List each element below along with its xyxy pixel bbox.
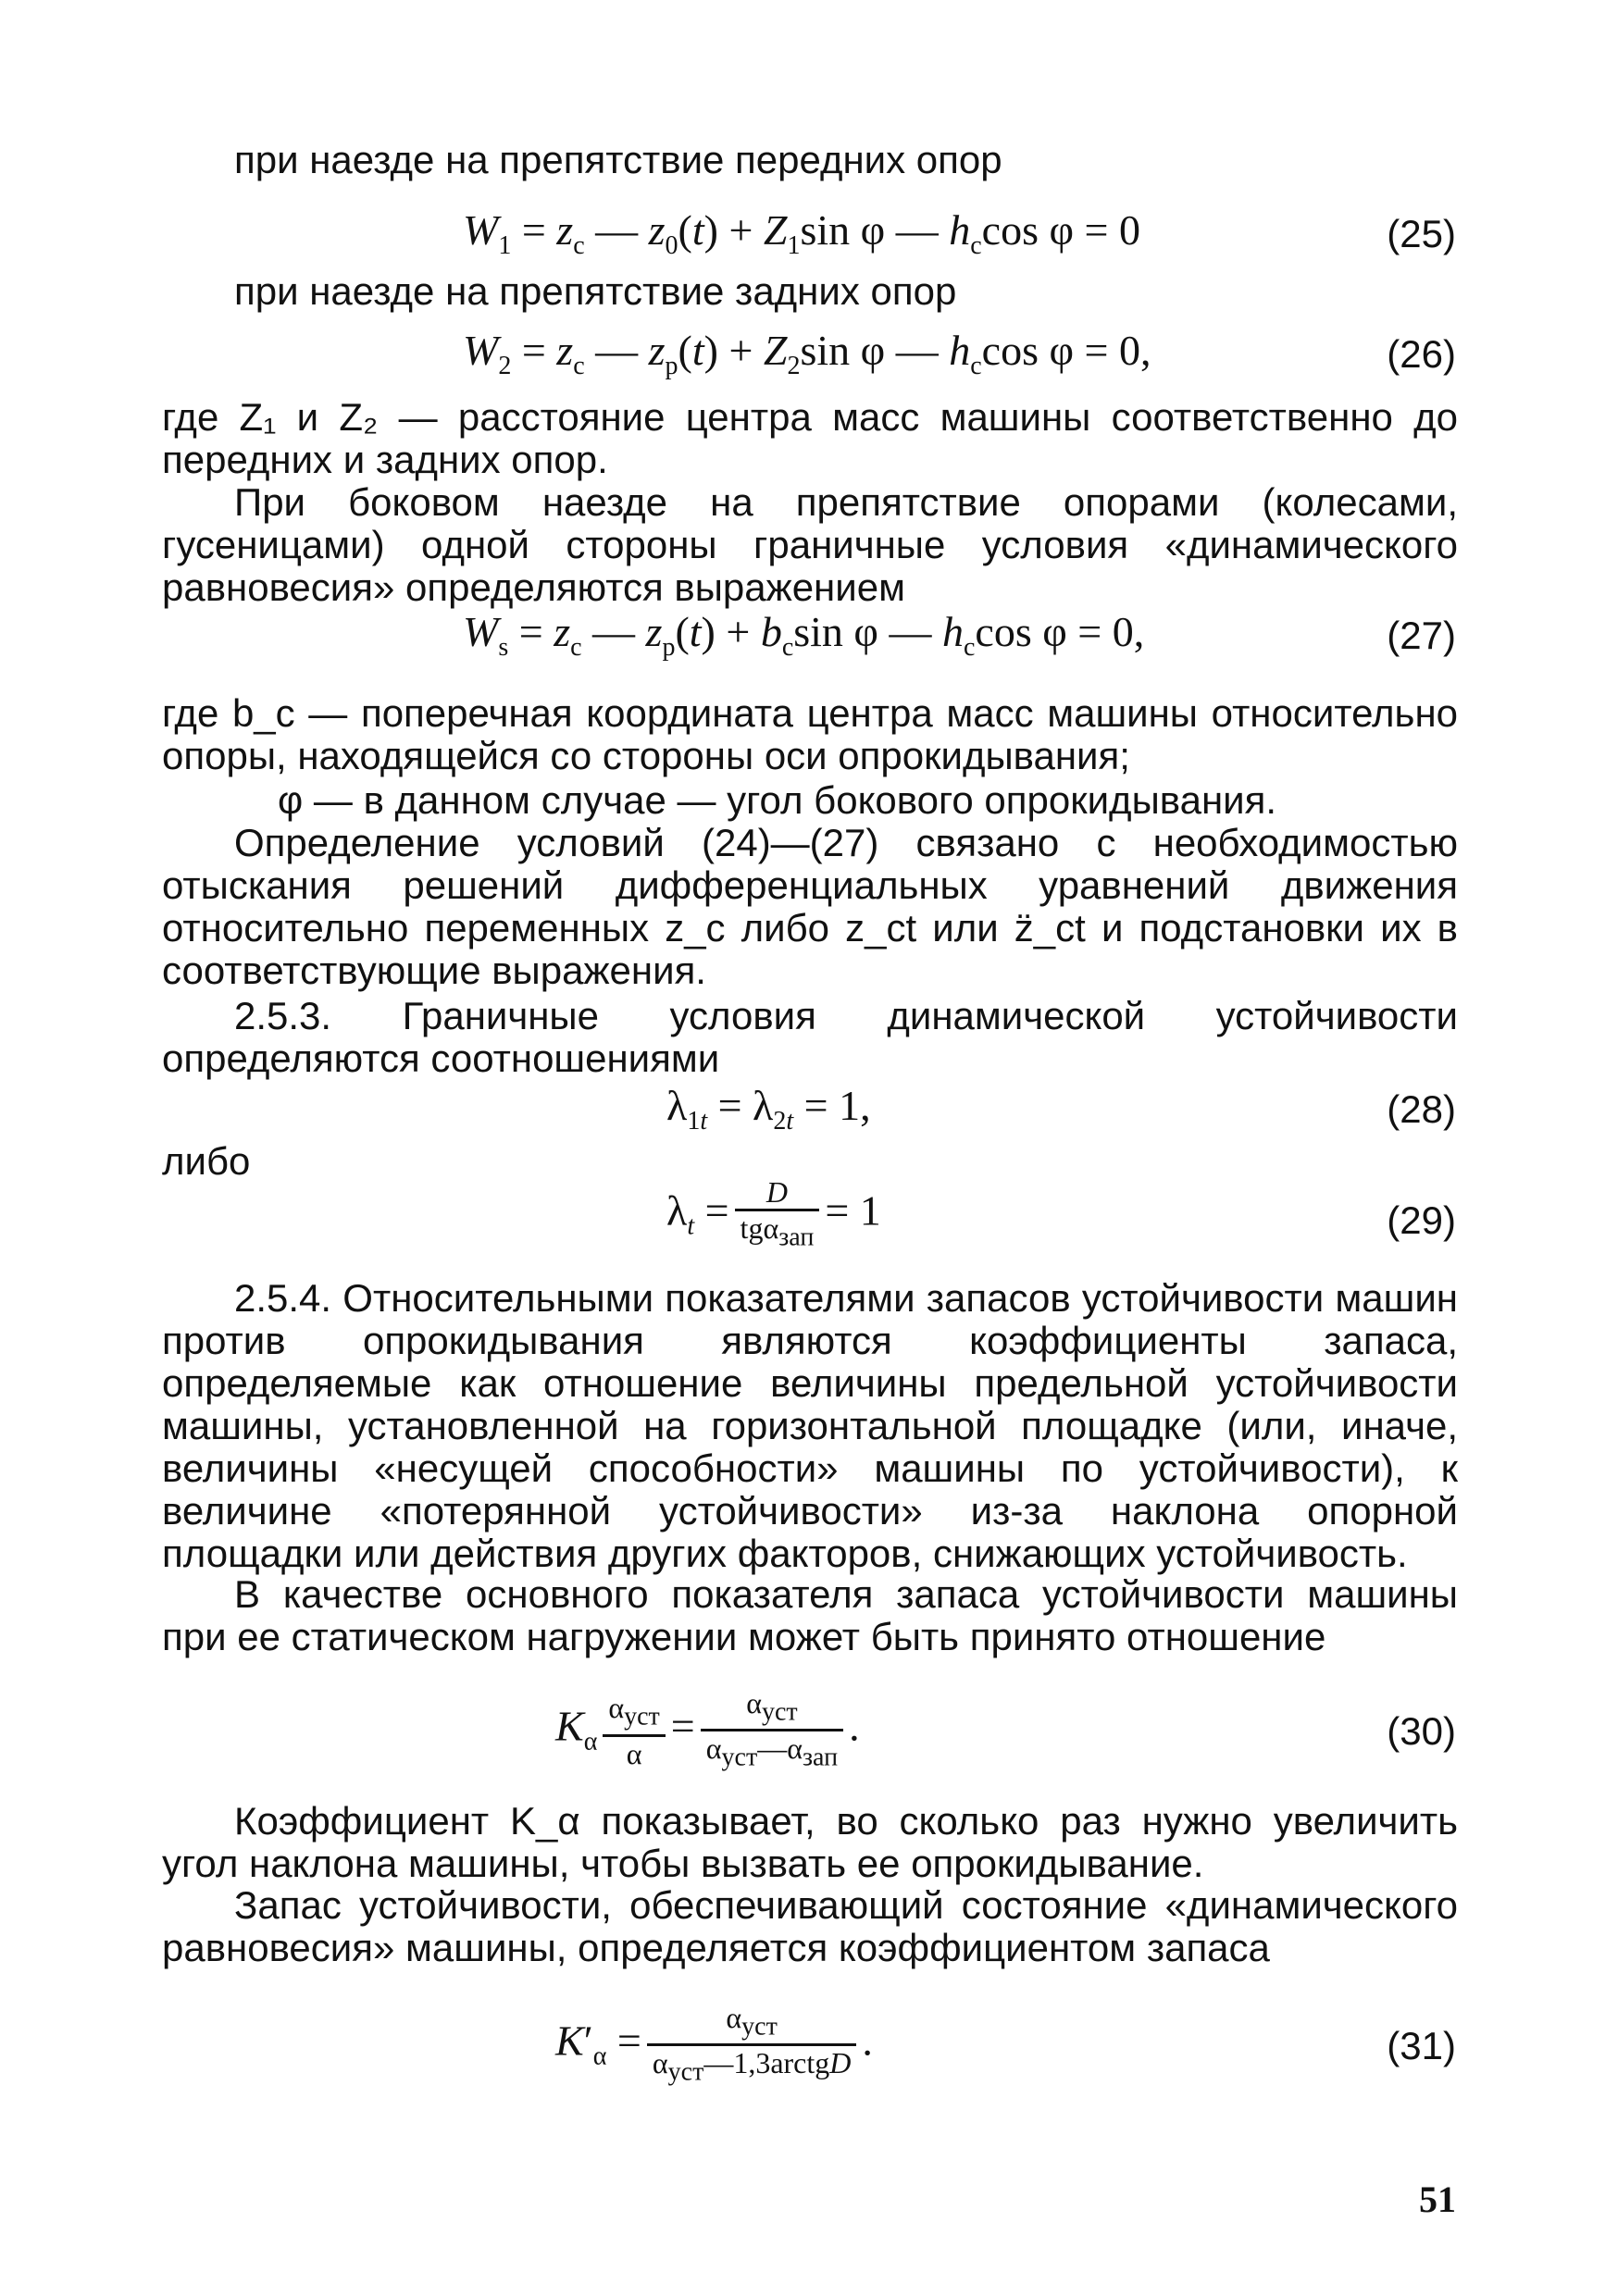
equation-28: $\lambda_{1t} = \lambda_{2t} = 1$, (666, 1082, 871, 1136)
equation-26: $W_2 = z_c$ — $z_p(t) + Z_2\sin$ φ — $h_c\cos$ φ = 0, (463, 327, 1151, 381)
equation-number-26: (26) (1387, 332, 1456, 376)
determination-paragraph: Определение условий (24)—(27) связано с необходимостью отыскания решений дифференциальных уравнений движения относительно переменных z_c либо z_ct или z̈_ct и подстановки их в соответствующие выражения. (162, 821, 1458, 992)
section-2-5-4-paragraph: 2.5.4. Относительными показателями запасов устойчивости машин против опрокидывания являются коэффициенты запаса, определяемые как отношение величины предельной устойчивости машины, установленной на горизонтальной площадке (или, иначе, величины «несущей способности» машины по устойчивости), к величине «потерянной устойчивости» из-за наклона опорной площадки или действия других факторов, снижающих устойчивость. (162, 1276, 1458, 1575)
definition-z-text: где Z₁ и Z₂ — расстояние центра масс машины соответственно до передних и задних опор. (162, 395, 1458, 481)
equation-number-27: (27) (1387, 614, 1456, 657)
equation-number-28: (28) (1387, 1087, 1456, 1131)
equation-25: $W_1 = z_c$ — $z_0(t) + Z_1\sin$ φ — $h_c\cos$ φ = 0 (463, 206, 1140, 261)
main-indicator-paragraph: В качестве основного показателя запаса устойчивости машины при ее статическом нагружении может быть принято отношение (162, 1572, 1458, 1658)
side-impact-paragraph: При боковом наезде на препятствие опорами (колесами, гусеницами) одной стороны граничные условия «динамического равновесия» определяются выражением (162, 480, 1458, 609)
libo-text: либо (162, 1139, 251, 1183)
equation-31: $K'_\alpha$ = $\frac{\alpha_{уст}}{\alpha_{уст}—1,3arctgD}$ . (555, 2001, 873, 2090)
equation-number-25: (25) (1387, 212, 1456, 255)
intro-front-text: при наезде на препятствие передних опор (234, 138, 1002, 181)
reserve-paragraph: Запас устойчивости, обеспечивающий состояние «динамического равновесия» машины, определяется коэффициентом запаса (162, 1883, 1458, 1969)
intro-rear-text: при наезде на препятствие задних опор (234, 269, 957, 313)
equation-27: $W_s = z_c$ — $z_p(t) + b_c\sin$ φ — $h_c\cos$ φ = 0, (463, 608, 1145, 663)
equation-30: $K_\alpha$ $\frac{\alpha_{уст}}{\alpha}$ = $\frac{\alpha_{уст}}{\alpha_{уст}—\alpha_{зап}}$ . (555, 1686, 860, 1775)
equation-number-29: (29) (1387, 1198, 1456, 1242)
section-2-5-3-paragraph: 2.5.3. Граничные условия динамической устойчивости определяются соотношениями (162, 994, 1458, 1080)
definition-bc-text: где b_c — поперечная координата центра масс машины относительно опоры, находящейся со стороны оси опрокидывания; (162, 691, 1458, 777)
definition-phi-text: φ — в данном случае — угол бокового опрокидывания. (278, 778, 1277, 822)
equation-29: $\lambda_t$ = $\frac{D}{tg\alpha_{зап}}$ = 1 (666, 1175, 881, 1254)
coefficient-paragraph: Коэффициент K_α показывает, во сколько раз нужно увеличить угол наклона машины, чтобы вызвать ее опрокидывание. (162, 1799, 1458, 1885)
page-number: 51 (1419, 2178, 1456, 2220)
equation-number-31: (31) (1387, 2024, 1456, 2067)
equation-number-30: (30) (1387, 1709, 1456, 1753)
